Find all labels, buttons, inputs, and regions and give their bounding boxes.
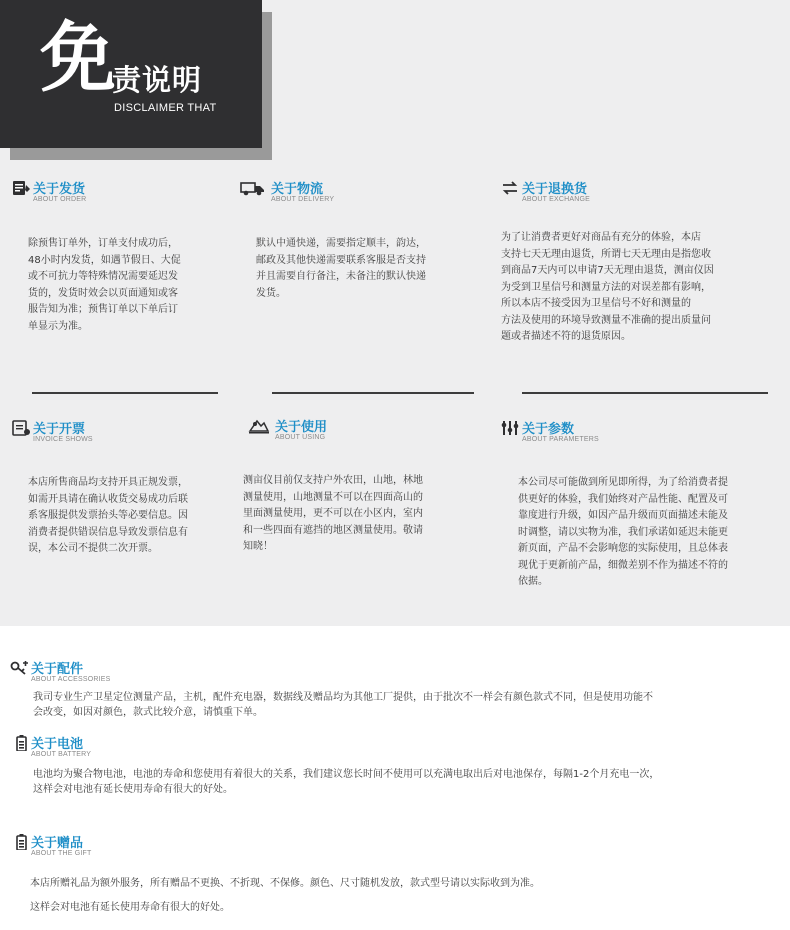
section-battery-body: 电池均为聚合物电池，电池的寿命和您使用有着很大的关系，我们建议您长时间不使用可以充满电取出后对电池保存，每隔1-2个月充电一次， 这样会对电池有延长使用寿命有很大的好处。 (33, 769, 660, 795)
section-using-body: 测亩仪目前仅支持户外农田，山地，林地 测量使用，山地测量不可以在四面高山的 里面测量使用，更不可以在小区内，室内 和一些四面有遮挡的地区测量使用。敬请 知晓！ (243, 475, 423, 552)
section-subtitle: ABOUT EXCHANGE (522, 196, 591, 203)
section-title: 关于开票 (33, 422, 86, 437)
section-gift-body: 本店所赠礼品为额外服务，所有赠品不更换、不折现、不保修。颜色、尺寸随机发放，款式型号请以实际收到为准。 这样会对电池有延长使用寿命有很大的好处。 (30, 878, 540, 913)
section-subtitle: ABOUT PARAMETERS (522, 436, 599, 443)
usage-icon (248, 418, 270, 434)
section-subtitle: ABOUT DELIVERY (271, 196, 335, 203)
divider-left (32, 392, 218, 394)
section-delivery-body: 默认中通快递，需要指定顺丰，韵达， 邮政及其他快递需要联系客服是否支持 并且需要自行备注，未备注的默认快递 发货。 (256, 238, 426, 299)
section-title: 关于配件 (31, 662, 84, 677)
section-title: 关于赠品 (31, 836, 84, 851)
section-subtitle: ABOUT BATTERY (31, 751, 92, 758)
section-subtitle: ABOUT USING (275, 434, 326, 441)
section-accessories-body: 我司专业生产卫星定位测量产品，主机，配件充电器，数据线及赠品均为其他工厂提供，由于批次不一样会有颜色款式不同，但是使用功能不 会改变，如因对颜色，款式比较介意，请慎重下单。 (33, 692, 653, 718)
section-subtitle: ABOUT ACCESSORIES (31, 676, 111, 683)
exchange-arrows-icon (501, 180, 521, 196)
order-document-icon (12, 180, 32, 196)
section-order-body: 除预售订单外，订单支付成功后， 48小时内发货，如遇节假日、大促 或不可抗力等特殊情况需要延迟发 货的，发货时效会以页面通知或客 服告知为准；预售订单以下单后订 单显示为准。 (28, 238, 181, 332)
section-title: 关于退换货 (522, 182, 588, 197)
header-title: 责说明 (112, 63, 203, 97)
parameters-icon (501, 420, 521, 436)
divider-right (522, 392, 768, 394)
section-subtitle: ABOUT THE GIFT (31, 850, 92, 857)
header-big-char: 免 (40, 13, 116, 102)
divider-middle (272, 392, 474, 394)
section-title: 关于电池 (31, 737, 84, 752)
key-wrench-icon (10, 660, 30, 676)
header-subtitle: DISCLAIMER THAT (114, 102, 217, 114)
disclaimer-header (0, 0, 262, 148)
section-title: 关于发货 (33, 182, 86, 197)
section-title: 关于物流 (271, 182, 324, 197)
truck-icon (240, 180, 266, 196)
section-exchange-body: 为了让消费者更好对商品有充分的体验，本店 支持七天无理由退货，所谓七天无理由是指您收 到商品7天内可以申请7天无理由退货，测亩仪因 为受到卫星信号和测量方法的对误差都有影响， 所以本店不接受因为卫星信号不好和测量的 方法及使用的环境导致测量不准确的提出质量问 题或者描述不符的退货原因。 (501, 232, 714, 342)
section-invoice-body: 本店所售商品均支持开具正规发票， 如需开具请在确认收货交易成功后联 系客服提供发票抬头等必要信息。因 消费者提供错误信息导致发票信息有 误，本公司不提供二次开票。 (28, 477, 188, 554)
section-subtitle: ABOUT ORDER (33, 196, 87, 203)
section-title: 关于参数 (522, 422, 575, 437)
section-subtitle: INVOICE SHOWS (33, 436, 93, 443)
section-title: 关于使用 (275, 420, 328, 435)
section-parameters-body: 本公司尽可能做到所见即所得，为了给消费者提 供更好的体验，我们始终对产品性能、配置及可 靠度进行升级，如因产品升级而页面描述未能及 时调整，请以实物为准，我们承诺如延迟未能更 新页面，产品不会影响您的实际使用，且总体表 现优于更新前产品，细微差别不作为描述不符的 依据。 (518, 477, 728, 587)
invoice-icon (12, 420, 32, 436)
